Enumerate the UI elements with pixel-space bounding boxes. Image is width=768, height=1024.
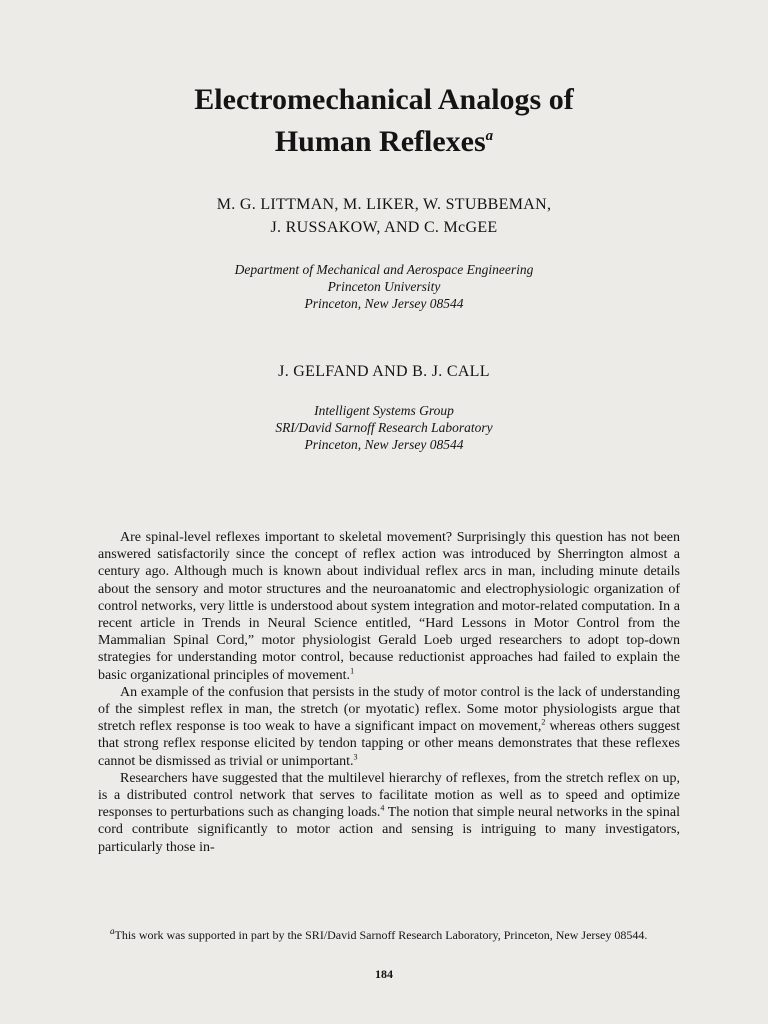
title-line-2-text: Human Reflexes bbox=[274, 125, 486, 158]
affiliation-1-department: Department of Mechanical and Aerospace Engineering bbox=[234, 262, 534, 277]
paragraph-3-text-a: Researchers have suggested that the multilevel hierarchy of reflexes, from the stretch reflex on up, is a distributed control network that serves to facilitate motion as well as to speed and optimize responses to perturbations such as changing loads. bbox=[98, 770, 680, 821]
affiliation-1 bbox=[0, 261, 768, 312]
author-line-3: J. GELFAND AND B. J. CALL bbox=[278, 363, 490, 380]
affiliation-2 bbox=[0, 402, 768, 453]
paragraph-1 bbox=[98, 529, 680, 684]
author-list-2 bbox=[0, 360, 768, 383]
paragraph-2 bbox=[98, 684, 680, 770]
reference-marker-2: 2 bbox=[541, 717, 546, 727]
footnote-text bbox=[98, 924, 680, 943]
title-footnote-marker: a bbox=[485, 128, 494, 144]
reference-marker-4: 4 bbox=[380, 803, 385, 813]
paper-title bbox=[0, 82, 768, 160]
footnote-body: This work was supported in part by the SRI/David Sarnoff Research Laboratory, Princeton, New Jersey 08544. bbox=[114, 928, 648, 942]
author-list-1 bbox=[0, 193, 768, 239]
body-text bbox=[98, 529, 680, 856]
paragraph-2-text-b: whereas others suggest that strong reflex response elicited by tendon tapping or other means demonstrates that these reflexes cannot be dismissed as trivial or unimportant. bbox=[98, 719, 680, 769]
reference-marker-1: 1 bbox=[350, 665, 355, 675]
author-line-1: M. G. LITTMAN, M. LIKER, W. STUBBEMAN, bbox=[216, 196, 552, 213]
page-number: 184 bbox=[375, 967, 393, 981]
paragraph-3 bbox=[98, 770, 680, 856]
affiliation-2-institution: SRI/David Sarnoff Research Laboratory bbox=[275, 420, 493, 435]
affiliation-1-institution: Princeton University bbox=[327, 279, 441, 294]
title-line-2 bbox=[0, 118, 768, 160]
author-line-2: J. RUSSAKOW, AND C. McGEE bbox=[270, 219, 498, 236]
affiliation-2-group: Intelligent Systems Group bbox=[314, 403, 454, 418]
footnote bbox=[98, 924, 680, 943]
affiliation-2-address: Princeton, New Jersey 08544 bbox=[304, 437, 464, 452]
title-line-1: Electromechanical Analogs of bbox=[194, 83, 574, 116]
paragraph-2-text-a: An example of the confusion that persists in the study of motor control is the lack of understanding of the simplest reflex in man, the stretch (or myotatic) reflex. Some motor physiologists argue that stretch reflex response is too weak to have a significant impact on movement, bbox=[98, 684, 680, 735]
affiliation-1-address: Princeton, New Jersey 08544 bbox=[304, 296, 464, 311]
paragraph-1-text: Are spinal-level reflexes important to skeletal movement? Surprisingly this question has not been answered satisfactorily since the concept of reflex action was introduced by Sherrington almost a century ago. Although much is known about individual reflex arcs in man, including minute details about the sensory and motor structures and the neuroanatomic and electrophysiologic organization of control networks, very little is understood about system integration and motor-related computation. In a recent article in Trends in Neural Science entitled, “Hard Lessons in Motor Control from the Mammalian Spinal Cord,” motor physiologist Gerald Loeb urged researchers to adopt top-down strategies for understanding motor control, because reductionist approaches had failed to explain the basic organizational principles of movement. bbox=[98, 530, 680, 683]
reference-marker-3: 3 bbox=[353, 751, 358, 761]
paragraph-3-text-b: The notion that simple neural networks in the spinal cord contribute significantly to motor action and sensing is intriguing to many investigators, particularly those in- bbox=[98, 805, 680, 855]
footnote-marker: a bbox=[110, 926, 115, 936]
